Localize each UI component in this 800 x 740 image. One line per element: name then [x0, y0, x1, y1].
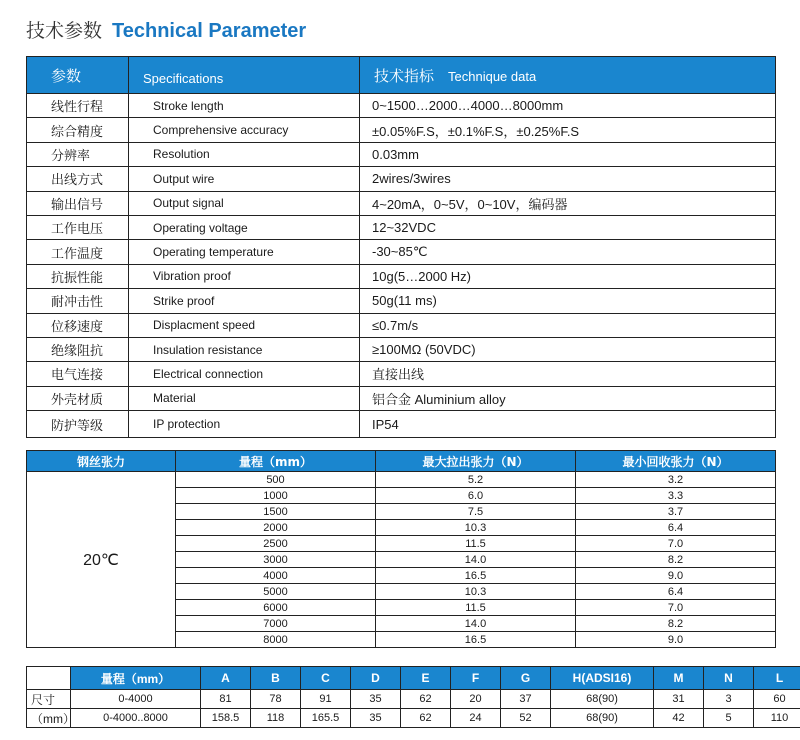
- spec-param-cn: 综合精度: [27, 118, 129, 142]
- spec-row: [27, 118, 776, 142]
- tension-min-cell: 6.4: [576, 520, 776, 536]
- spec-param-cn: 出线方式: [27, 167, 129, 191]
- tension-range-cell: 1500: [176, 504, 376, 520]
- dimension-cell: 31: [654, 690, 704, 709]
- spec-value: 0~1500…2000…4000…8000mm: [360, 94, 776, 118]
- temperature-cell: 20℃: [27, 472, 176, 648]
- spec-row: [27, 240, 776, 264]
- spec-param-cn: 工作温度: [27, 240, 129, 264]
- spec-value: 50g(11 ms): [360, 289, 776, 313]
- spec-value: ±0.05%F.S，±0.1%F.S，±0.25%F.S: [360, 118, 776, 142]
- dimension-header-cell: 量程（mm）: [71, 667, 201, 690]
- spec-row: [27, 94, 776, 118]
- dimension-cell: 81: [201, 690, 251, 709]
- dimension-cell: 165.5: [301, 709, 351, 728]
- dimension-cell: 37: [501, 690, 551, 709]
- tension-header-max-pull: 最大拉出张力（N）: [376, 451, 576, 472]
- spec-header-specifications: Specifications: [129, 57, 360, 94]
- tension-range-cell: 5000: [176, 584, 376, 600]
- spec-value: 0.03mm: [360, 142, 776, 166]
- dimension-cell: 0-4000: [71, 690, 201, 709]
- tension-min-cell: 3.7: [576, 504, 776, 520]
- tension-max-cell: 10.3: [376, 520, 576, 536]
- tension-min-cell: 7.0: [576, 600, 776, 616]
- spec-value: ≥100MΩ (50VDC): [360, 337, 776, 361]
- spec-row: [27, 191, 776, 215]
- dimension-cell: 52: [501, 709, 551, 728]
- dimension-header-cell: H(ADSI16): [551, 667, 654, 690]
- tension-range-cell: 1000: [176, 488, 376, 504]
- spec-row: [27, 411, 776, 438]
- tension-min-cell: 8.2: [576, 616, 776, 632]
- tension-max-cell: 5.2: [376, 472, 576, 488]
- spec-row: [27, 264, 776, 288]
- dimension-cell: 35: [351, 709, 401, 728]
- spec-row: [27, 142, 776, 166]
- spec-row: [27, 337, 776, 361]
- dimension-header-cell: D: [351, 667, 401, 690]
- spec-param-cn: 位移速度: [27, 313, 129, 337]
- tension-header-wire-tension: 钢丝张力: [27, 451, 176, 472]
- spec-param-cn: 电气连接: [27, 362, 129, 386]
- dimension-row-label: （mm）: [27, 709, 71, 728]
- spec-param-cn: 耐冲击性: [27, 289, 129, 313]
- spec-value: 4~20mA，0~5V，0~10V，编码器: [360, 191, 776, 215]
- spec-value: ≤0.7m/s: [360, 313, 776, 337]
- tension-min-cell: 9.0: [576, 568, 776, 584]
- tension-max-cell: 11.5: [376, 600, 576, 616]
- dimension-table: [26, 666, 800, 728]
- dimension-header-cell: N: [704, 667, 754, 690]
- spec-value: IP54: [360, 411, 776, 438]
- tension-header-min-retract: 最小回收张力（N）: [576, 451, 776, 472]
- tension-range-cell: 500: [176, 472, 376, 488]
- spec-row: [27, 167, 776, 191]
- dimension-header-cell: A: [201, 667, 251, 690]
- dimension-cell: 158.5: [201, 709, 251, 728]
- spec-param-en: Material: [129, 386, 360, 410]
- tension-range-cell: 2000: [176, 520, 376, 536]
- spec-row: [27, 362, 776, 386]
- spec-row: [27, 313, 776, 337]
- tension-range-cell: 3000: [176, 552, 376, 568]
- tension-max-cell: 14.0: [376, 552, 576, 568]
- title-chinese: 技术参数: [26, 20, 103, 42]
- spec-header-param: 参数: [27, 57, 129, 94]
- dimension-cell: 110: [754, 709, 800, 728]
- tension-max-cell: 6.0: [376, 488, 576, 504]
- tension-range-cell: 8000: [176, 632, 376, 648]
- spec-param-en: Output wire: [129, 167, 360, 191]
- dimension-cell: 78: [251, 690, 301, 709]
- spec-table: [26, 56, 776, 438]
- tension-header-row: [27, 451, 776, 472]
- dimension-cell: 60: [754, 690, 800, 709]
- wire-tension-table: [26, 450, 776, 648]
- spec-value: 10g(5…2000 Hz): [360, 264, 776, 288]
- spec-param-en: Output signal: [129, 191, 360, 215]
- spec-param-en: Comprehensive accuracy: [129, 118, 360, 142]
- dimension-cell: 5: [704, 709, 754, 728]
- dimension-header-cell: B: [251, 667, 301, 690]
- spec-param-en: Electrical connection: [129, 362, 360, 386]
- dimension-header-cell: F: [451, 667, 501, 690]
- dimension-header-cell: L: [754, 667, 800, 690]
- tension-max-cell: 14.0: [376, 616, 576, 632]
- tension-range-cell: 7000: [176, 616, 376, 632]
- spec-param-en: Stroke length: [129, 94, 360, 118]
- dimension-cell: 68(90): [551, 709, 654, 728]
- spec-row: [27, 289, 776, 313]
- spec-param-cn: 绝缘阻抗: [27, 337, 129, 361]
- tension-min-cell: 8.2: [576, 552, 776, 568]
- tension-min-cell: 3.3: [576, 488, 776, 504]
- tension-header-range: 量程（mm）: [176, 451, 376, 472]
- tension-min-cell: 7.0: [576, 536, 776, 552]
- tension-min-cell: 6.4: [576, 584, 776, 600]
- tension-range-cell: 4000: [176, 568, 376, 584]
- tension-min-cell: 3.2: [576, 472, 776, 488]
- spec-param-cn: 输出信号: [27, 191, 129, 215]
- spec-value: 2wires/3wires: [360, 167, 776, 191]
- dimension-header-row: [27, 667, 800, 690]
- spec-value: 铝合金 Aluminium alloy: [360, 386, 776, 410]
- dimension-cell: 35: [351, 690, 401, 709]
- dimension-cell: 42: [654, 709, 704, 728]
- spec-row: [27, 386, 776, 410]
- dimension-cell: 24: [451, 709, 501, 728]
- dimension-header-cell: C: [301, 667, 351, 690]
- spec-header-data-en: Technique data: [448, 68, 537, 84]
- spec-header-data-cn: 技术指标: [374, 66, 435, 85]
- spec-param-en: Strike proof: [129, 289, 360, 313]
- spec-param-en: IP protection: [129, 411, 360, 438]
- spec-param-cn: 线性行程: [27, 94, 129, 118]
- dimension-header-cell: G: [501, 667, 551, 690]
- tension-max-cell: 16.5: [376, 568, 576, 584]
- spec-header-technique-data: [360, 57, 776, 94]
- title-english: Technical Parameter: [112, 20, 307, 42]
- tension-row: [27, 472, 776, 488]
- spec-row: [27, 215, 776, 239]
- spec-value: 12~32VDC: [360, 215, 776, 239]
- spec-value: -30~85℃: [360, 240, 776, 264]
- dimension-row: [27, 690, 800, 709]
- spec-param-en: Resolution: [129, 142, 360, 166]
- dimension-row-label: 尺寸: [27, 690, 71, 709]
- spec-param-cn: 分辨率: [27, 142, 129, 166]
- spec-param-cn: 工作电压: [27, 215, 129, 239]
- dimension-header-cell: E: [401, 667, 451, 690]
- dimension-cell: 20: [451, 690, 501, 709]
- tension-range-cell: 6000: [176, 600, 376, 616]
- spec-param-cn: 外壳材质: [27, 386, 129, 410]
- dimension-cell: 0-4000..8000: [71, 709, 201, 728]
- tension-max-cell: 7.5: [376, 504, 576, 520]
- tension-max-cell: 16.5: [376, 632, 576, 648]
- spec-param-en: Insulation resistance: [129, 337, 360, 361]
- spec-param-en: Displacment speed: [129, 313, 360, 337]
- spec-param-cn: 防护等级: [27, 411, 129, 438]
- dimension-header-cell: M: [654, 667, 704, 690]
- spec-param-en: Operating voltage: [129, 215, 360, 239]
- dimension-cell: 68(90): [551, 690, 654, 709]
- spec-param-en: Vibration proof: [129, 264, 360, 288]
- dimension-row: [27, 709, 800, 728]
- spec-param-en: Operating temperature: [129, 240, 360, 264]
- spec-value: 直接出线: [360, 362, 776, 386]
- tension-max-cell: 11.5: [376, 536, 576, 552]
- dimension-cell: 3: [704, 690, 754, 709]
- tension-range-cell: 2500: [176, 536, 376, 552]
- spec-param-cn: 抗振性能: [27, 264, 129, 288]
- dimension-cell: 62: [401, 709, 451, 728]
- dimension-header-blank: [27, 667, 71, 690]
- tension-min-cell: 9.0: [576, 632, 776, 648]
- dimension-cell: 91: [301, 690, 351, 709]
- tension-max-cell: 10.3: [376, 584, 576, 600]
- dimension-cell: 62: [401, 690, 451, 709]
- spec-header-row: [27, 57, 776, 94]
- page-title: [26, 16, 306, 48]
- dimension-cell: 118: [251, 709, 301, 728]
